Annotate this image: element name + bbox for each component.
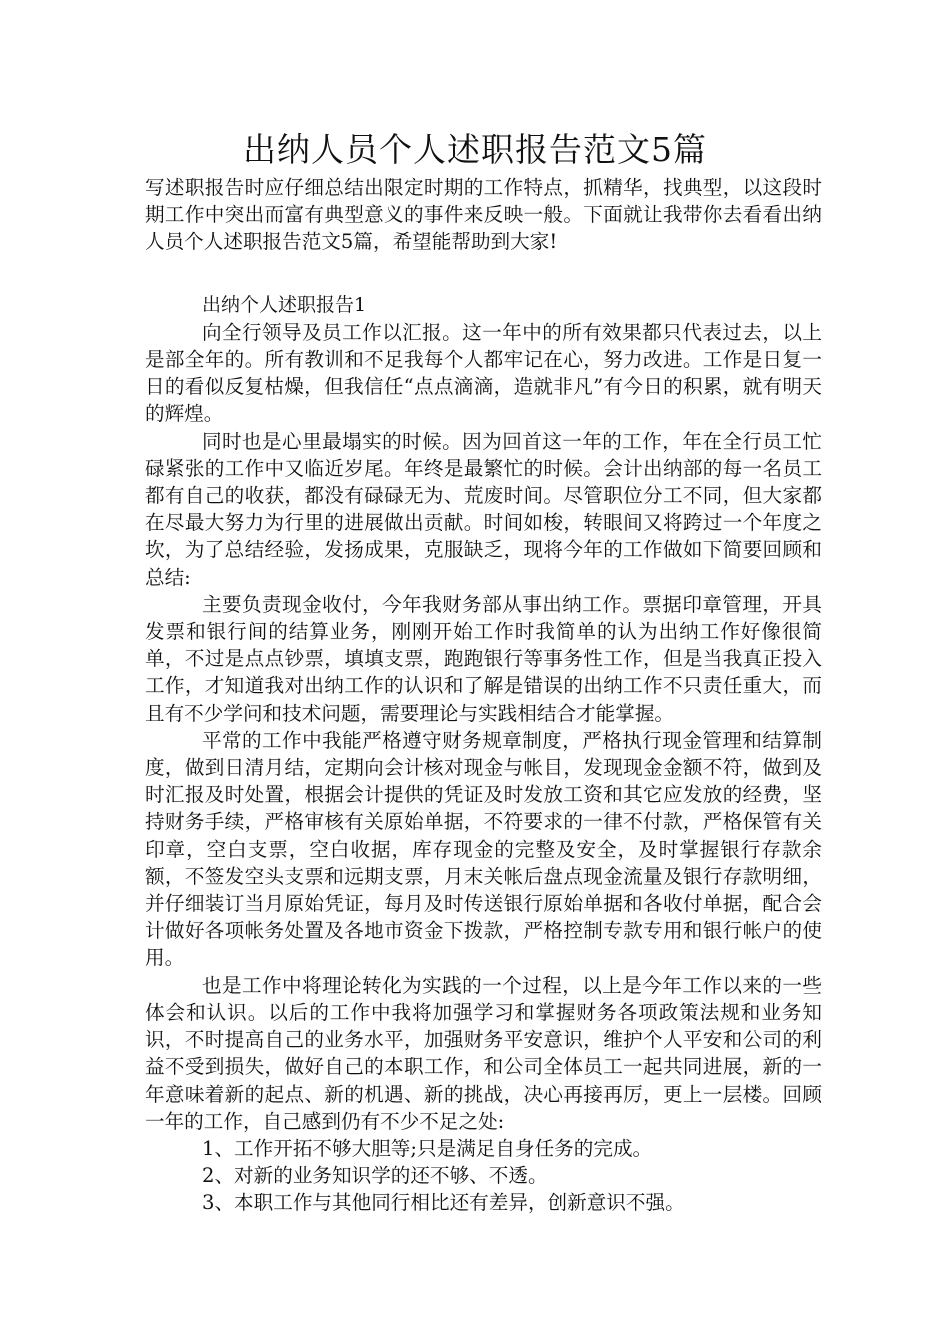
- list-item: 2、对新的业务知识学的还不够、不透。: [202, 1164, 548, 1188]
- body-paragraph: 主要负责现金收付，今年我财务部从事出纳工作。票据印章管理，开具发票和银行间的结算业务，刚刚开始工作时我简单的认为出纳工作好像很简单，不过是点点钞票，填填支票，跑跑银行等事务性工作，但是当我真正投入工作，才知道我对出纳工作的认识和了解是错误的出纳工作不只责任重大，而且有不少学问和技术问题，需要理论与实践相结合才能掌握。: [145, 592, 822, 725]
- body-paragraph: 向全行领导及员工作以汇报。这一年中的所有效果都只代表过去，以上是部全年的。所有教训和不足我每个人都牢记在心，努力改进。工作是日复一日的看似反复枯燥，但我信任“点点滴滴，造就非凡”有今日的积累，就有明天的辉煌。: [145, 320, 822, 426]
- document-title: 出纳人员个人述职报告范文5篇: [243, 130, 707, 169]
- body-paragraph: 同时也是心里最塌实的时候。因为回首这一年的工作，年在全行员工忙碌紧张的工作中又临近岁尾。年终是最繁忙的时候。会计出纳部的每一名员工都有自己的收获，都没有碌碌无为、荒废时间。尽管职位分工不同，但大家都在尽最大努力为行里的进展做出贡献。时间如梭，转眼间又将跨过一个年度之坎，为了总结经验，发扬成果，克服缺乏，现将今年的工作做如下简要回顾和总结:: [145, 429, 822, 589]
- body-paragraph: 也是工作中将理论转化为实践的一个过程，以上是今年工作以来的一些体会和认识。以后的工作中我将加强学习和掌握财务各项政策法规和业务知识，不时提高自己的业务水平，加强财务平安意识，维护个人平安和公司的利益不受到损失，做好自己的本职工作，和公司全体员工一起共同进展，新的一年意味着新的起点、新的机遇、新的挑战，决心再接再厉，更上一层楼。回顾一年的工作，自己感到仍有不少不足之处:: [145, 973, 822, 1133]
- list-item: 1、工作开拓不够大胆等;只是满足自身任务的完成。: [202, 1136, 653, 1160]
- body-paragraph: 平常的工作中我能严格遵守财务规章制度，严格执行现金管理和结算制度，做到日清月结，定期向会计核对现金与帐目，发现现金金额不符，做到及时汇报及时处置，根据会计提供的凭证及时发放工资和其它应发放的经费，坚持财务手续，严格审核有关原始单据，不符要求的一律不付款，严格保管有关印章，空白支票，空白收据，库存现金的完整及安全，及时掌握银行存款余额，不签发空头支票和远期支票，月末关帐后盘点现金流量及银行存款明细，并仔细装订当月原始凭证，每月及时传送银行原始单据和各收付单据，配合会计做好各项帐务处置及各地市资金下拨款，严格控制专款专用和银行帐户的使用。: [145, 728, 822, 970]
- blank-line: [145, 256, 822, 292]
- list-item: 3、本职工作与其他同行相比还有差异，创新意识不强。: [202, 1191, 685, 1215]
- intro-paragraph: 写述职报告时应仔细总结出限定时期的工作特点，抓精华，找典型，以这段时期工作中突出而富有典型意义的事件来反映一般。下面就让我带你去看看出纳人员个人述职报告范文5篇，希望能帮助到大家!: [145, 176, 822, 254]
- document-body: [145, 174, 822, 1217]
- section-heading: 出纳个人述职报告1: [202, 293, 367, 316]
